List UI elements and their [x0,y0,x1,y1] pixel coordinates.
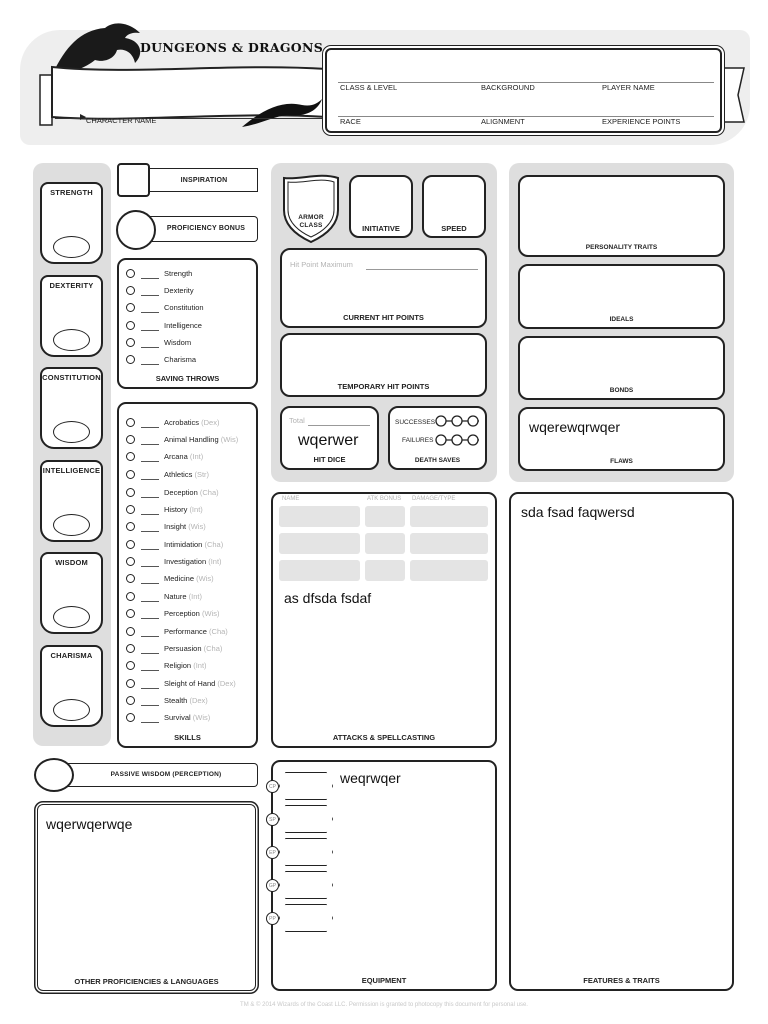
skill-attribute: (Wis) [192,713,211,722]
skill-name: Perception [164,609,200,618]
attack-bonus-field[interactable] [365,560,405,581]
proficiency-checkbox[interactable] [126,696,135,705]
proficiency-checkbox[interactable] [126,661,135,670]
skill-attribute: (Cha) [199,488,219,497]
class-level-label: CLASS & LEVEL [340,83,398,92]
coin-field[interactable] [279,871,333,899]
saving-throw-label: Charisma [164,355,197,364]
skill-name: Acrobatics [164,418,200,427]
dexterity-label: DEXTERITY [49,281,94,290]
constitution-modifier-oval[interactable] [53,421,90,443]
attack-damage-field[interactable] [410,533,488,554]
copyright-footer: TM & © 2014 Wizards of the Coast LLC. Permission is granted to photocopy this document for personal use. [240,1002,528,1008]
saving-throw-label: Dexterity [164,286,194,295]
proficiency-checkbox[interactable] [126,609,135,618]
attacks-label: ATTACKS & SPELLCASTING [332,733,436,742]
wisdom-modifier-oval[interactable] [53,606,90,628]
other-proficiencies-value[interactable]: wqerwqerwqe [46,816,133,832]
proficiency-checkbox[interactable] [126,452,135,461]
skill-attribute: (Int) [189,505,203,514]
proficiency-checkbox[interactable] [126,418,135,427]
attack-col-atk: ATK BONUS [367,496,402,502]
logo-text: DUNGEONS & DRAGONS [140,40,324,55]
skill-name: Religion [164,661,192,670]
attack-col-name: NAME [282,496,300,502]
skill-attribute: (Cha) [203,644,223,653]
skill-name: Nature [164,592,187,601]
coin-label: GP [266,879,279,892]
proficiency-checkbox[interactable] [126,470,135,479]
skill-name: Stealth [164,696,188,705]
proficiency-checkbox[interactable] [126,540,135,549]
skill-name: Sleight of Hand [164,679,216,688]
current-hit-points-box[interactable] [280,248,487,328]
skill-attribute: (Str) [194,470,210,479]
passive-wisdom-label: PASSIVE WISDOM (PERCEPTION) [110,771,222,778]
ideals-box[interactable] [518,264,725,329]
coin-field[interactable] [279,838,333,866]
armor-class-label [280,214,342,230]
charisma-label: CHARISMA [50,651,93,660]
success-checkbox-1[interactable] [436,416,446,426]
skill-name: Survival [164,713,191,722]
skill-name: Persuasion [164,644,202,653]
skills-title: SKILLS [174,733,201,742]
attack-name-field[interactable] [279,533,360,554]
temporary-hit-points-box[interactable] [280,333,487,397]
attack-bonus-field[interactable] [365,533,405,554]
proficiency-checkbox[interactable] [126,355,135,364]
other-proficiencies-label: OTHER PROFICIENCIES & LANGUAGES [74,977,219,986]
skill-name: Animal Handling [164,435,219,444]
skill-name: Intimidation [164,540,203,549]
proficiency-checkbox[interactable] [126,435,135,444]
coin-label: SP [266,813,279,826]
proficiency-checkbox[interactable] [126,644,135,653]
successes-label: SUCCESSES [395,419,436,426]
features-label: FEATURES & TRAITS [583,976,660,985]
flaws-value[interactable]: wqerewqrwqer [529,419,621,435]
proficiency-checkbox[interactable] [126,574,135,583]
failures-label: FAILURES [402,437,434,444]
proficiency-checkbox[interactable] [126,557,135,566]
attack-name-field[interactable] [279,506,360,527]
skill-attribute: (Wis) [220,435,239,444]
proficiency-circle[interactable] [116,210,156,250]
equipment-label: EQUIPMENT [361,976,407,985]
proficiency-checkbox[interactable] [126,286,135,295]
initiative-box[interactable] [349,175,413,238]
attack-damage-field[interactable] [410,560,488,581]
saving-throw-label: Strength [164,269,193,278]
inspiration-label: INSPIRATION [180,177,228,184]
experience-points-label: EXPERIENCE POINTS [602,117,681,126]
proficiency-checkbox[interactable] [126,321,135,330]
race-label: RACE [340,117,361,126]
skill-attribute: (Cha) [204,540,224,549]
hit-dice-box[interactable] [280,406,379,470]
skill-name: Performance [164,627,207,636]
saving-throw-label: Intelligence [164,321,202,330]
attack-bonus-field[interactable] [365,506,405,527]
constitution-label: CONSTITUTION [42,373,101,382]
proficiency-checkbox[interactable] [126,338,135,347]
coin-label: CP [266,780,279,793]
failure-checkbox-1[interactable] [436,435,446,445]
proficiency-checkbox[interactable] [126,269,135,278]
skill-name: Deception [164,488,198,497]
saving-throws-title: SAVING THROWS [155,374,220,383]
player-name-label: PLAYER NAME [602,83,655,92]
skill-name: Athletics [164,470,193,479]
skill-attribute: (Cha) [209,627,228,636]
armor-class-label-line1: ARMOR [298,214,324,221]
proficiency-checkbox[interactable] [126,679,135,688]
proficiency-label: PROFICIENCY BONUS [166,225,246,232]
skill-attribute: (Dex) [189,696,208,705]
strength-modifier-oval[interactable] [53,236,90,258]
character-name-label: CHARACTER NAME [86,116,157,125]
proficiency-checkbox[interactable] [126,303,135,312]
proficiency-checkbox[interactable] [126,488,135,497]
strength-label: STRENGTH [50,188,93,197]
skill-attribute: (Int) [193,661,207,670]
bonds-label: BONDS [609,387,634,394]
flaws-label: FLAWS [610,458,633,465]
failure-checkbox-2[interactable] [452,435,462,445]
proficiency-checkbox[interactable] [126,627,135,636]
proficiency-checkbox[interactable] [126,713,135,722]
skill-name: Arcana [164,452,188,461]
skill-name: History [164,505,188,514]
charisma-modifier-oval[interactable] [53,699,90,721]
speed-label: SPEED [441,224,467,233]
wisdom-label: WISDOM [55,558,88,567]
equipment-value[interactable]: weqrwqer [340,770,401,786]
features-value[interactable]: sda fsad faqwersd [521,504,635,520]
skill-attribute: (Dex) [201,418,220,427]
bonds-box[interactable] [518,336,725,400]
character-name-scroll [32,55,332,135]
initiative-label: INITIATIVE [362,224,400,233]
shield-icon [280,170,342,244]
death-saves-label: DEATH SAVES [414,457,461,464]
temp-hp-label: TEMPORARY HIT POINTS [337,382,430,391]
skill-attribute: (Int) [188,592,202,601]
flaws-box[interactable] [518,407,725,471]
success-checkbox-2[interactable] [452,416,462,426]
coin-label: PP [266,912,279,925]
coin-field[interactable] [279,805,333,833]
inspiration-box[interactable] [117,163,150,197]
alignment-label: ALIGNMENT [481,117,525,126]
attacks-notes[interactable]: as dfsda fsdaf [284,590,372,606]
success-checkbox-3[interactable] [468,416,478,426]
attack-col-damage: DAMAGE/TYPE [412,496,456,502]
hit-dice-label: HIT DICE [313,455,346,464]
hit-dice-value[interactable]: wqerwer [298,432,359,449]
skill-name: Investigation [164,557,207,566]
background-label: BACKGROUND [481,83,535,92]
proficiency-checkbox[interactable] [126,505,135,514]
skill-attribute: (Wis) [188,522,206,531]
coin-label: EP [266,846,279,859]
hit-dice-total-label: Total [289,416,305,425]
hp-max-label: Hit Point Maximum [290,260,353,269]
features-traits-box[interactable] [509,492,734,991]
personality-traits-box[interactable] [518,175,725,257]
proficiency-checkbox[interactable] [126,522,135,531]
saving-throw-label: Constitution [164,303,204,312]
skill-attribute: (Int) [189,452,204,461]
skill-name: Medicine [164,574,195,583]
intelligence-label: INTELLIGENCE [42,466,101,475]
attacks-spellcasting-box [271,492,497,748]
armor-class-label-line2: CLASS [299,222,323,229]
current-hp-label: CURRENT HIT POINTS [343,313,424,322]
skill-attribute: (Wis) [201,609,220,618]
passive-wisdom-circle[interactable] [34,758,74,792]
ideals-label: IDEALS [609,316,634,323]
attack-damage-field[interactable] [410,506,488,527]
death-save-checkboxes [433,413,483,449]
skill-attribute: (Wis) [196,574,214,583]
proficiency-checkbox[interactable] [126,592,135,601]
skill-attribute: (Int) [208,557,222,566]
intelligence-modifier-oval[interactable] [53,514,90,536]
coin-field[interactable] [279,772,333,800]
skill-name: Insight [164,522,187,531]
personality-traits-label: PERSONALITY TRAITS [585,244,658,251]
coin-field[interactable] [279,904,333,932]
skill-attribute: (Dex) [217,679,236,688]
speed-box[interactable] [422,175,486,238]
attack-name-field[interactable] [279,560,360,581]
saving-throw-label: Wisdom [164,338,192,347]
failure-checkbox-3[interactable] [468,435,478,445]
dexterity-modifier-oval[interactable] [53,329,90,351]
other-proficiencies-box[interactable] [37,804,256,991]
